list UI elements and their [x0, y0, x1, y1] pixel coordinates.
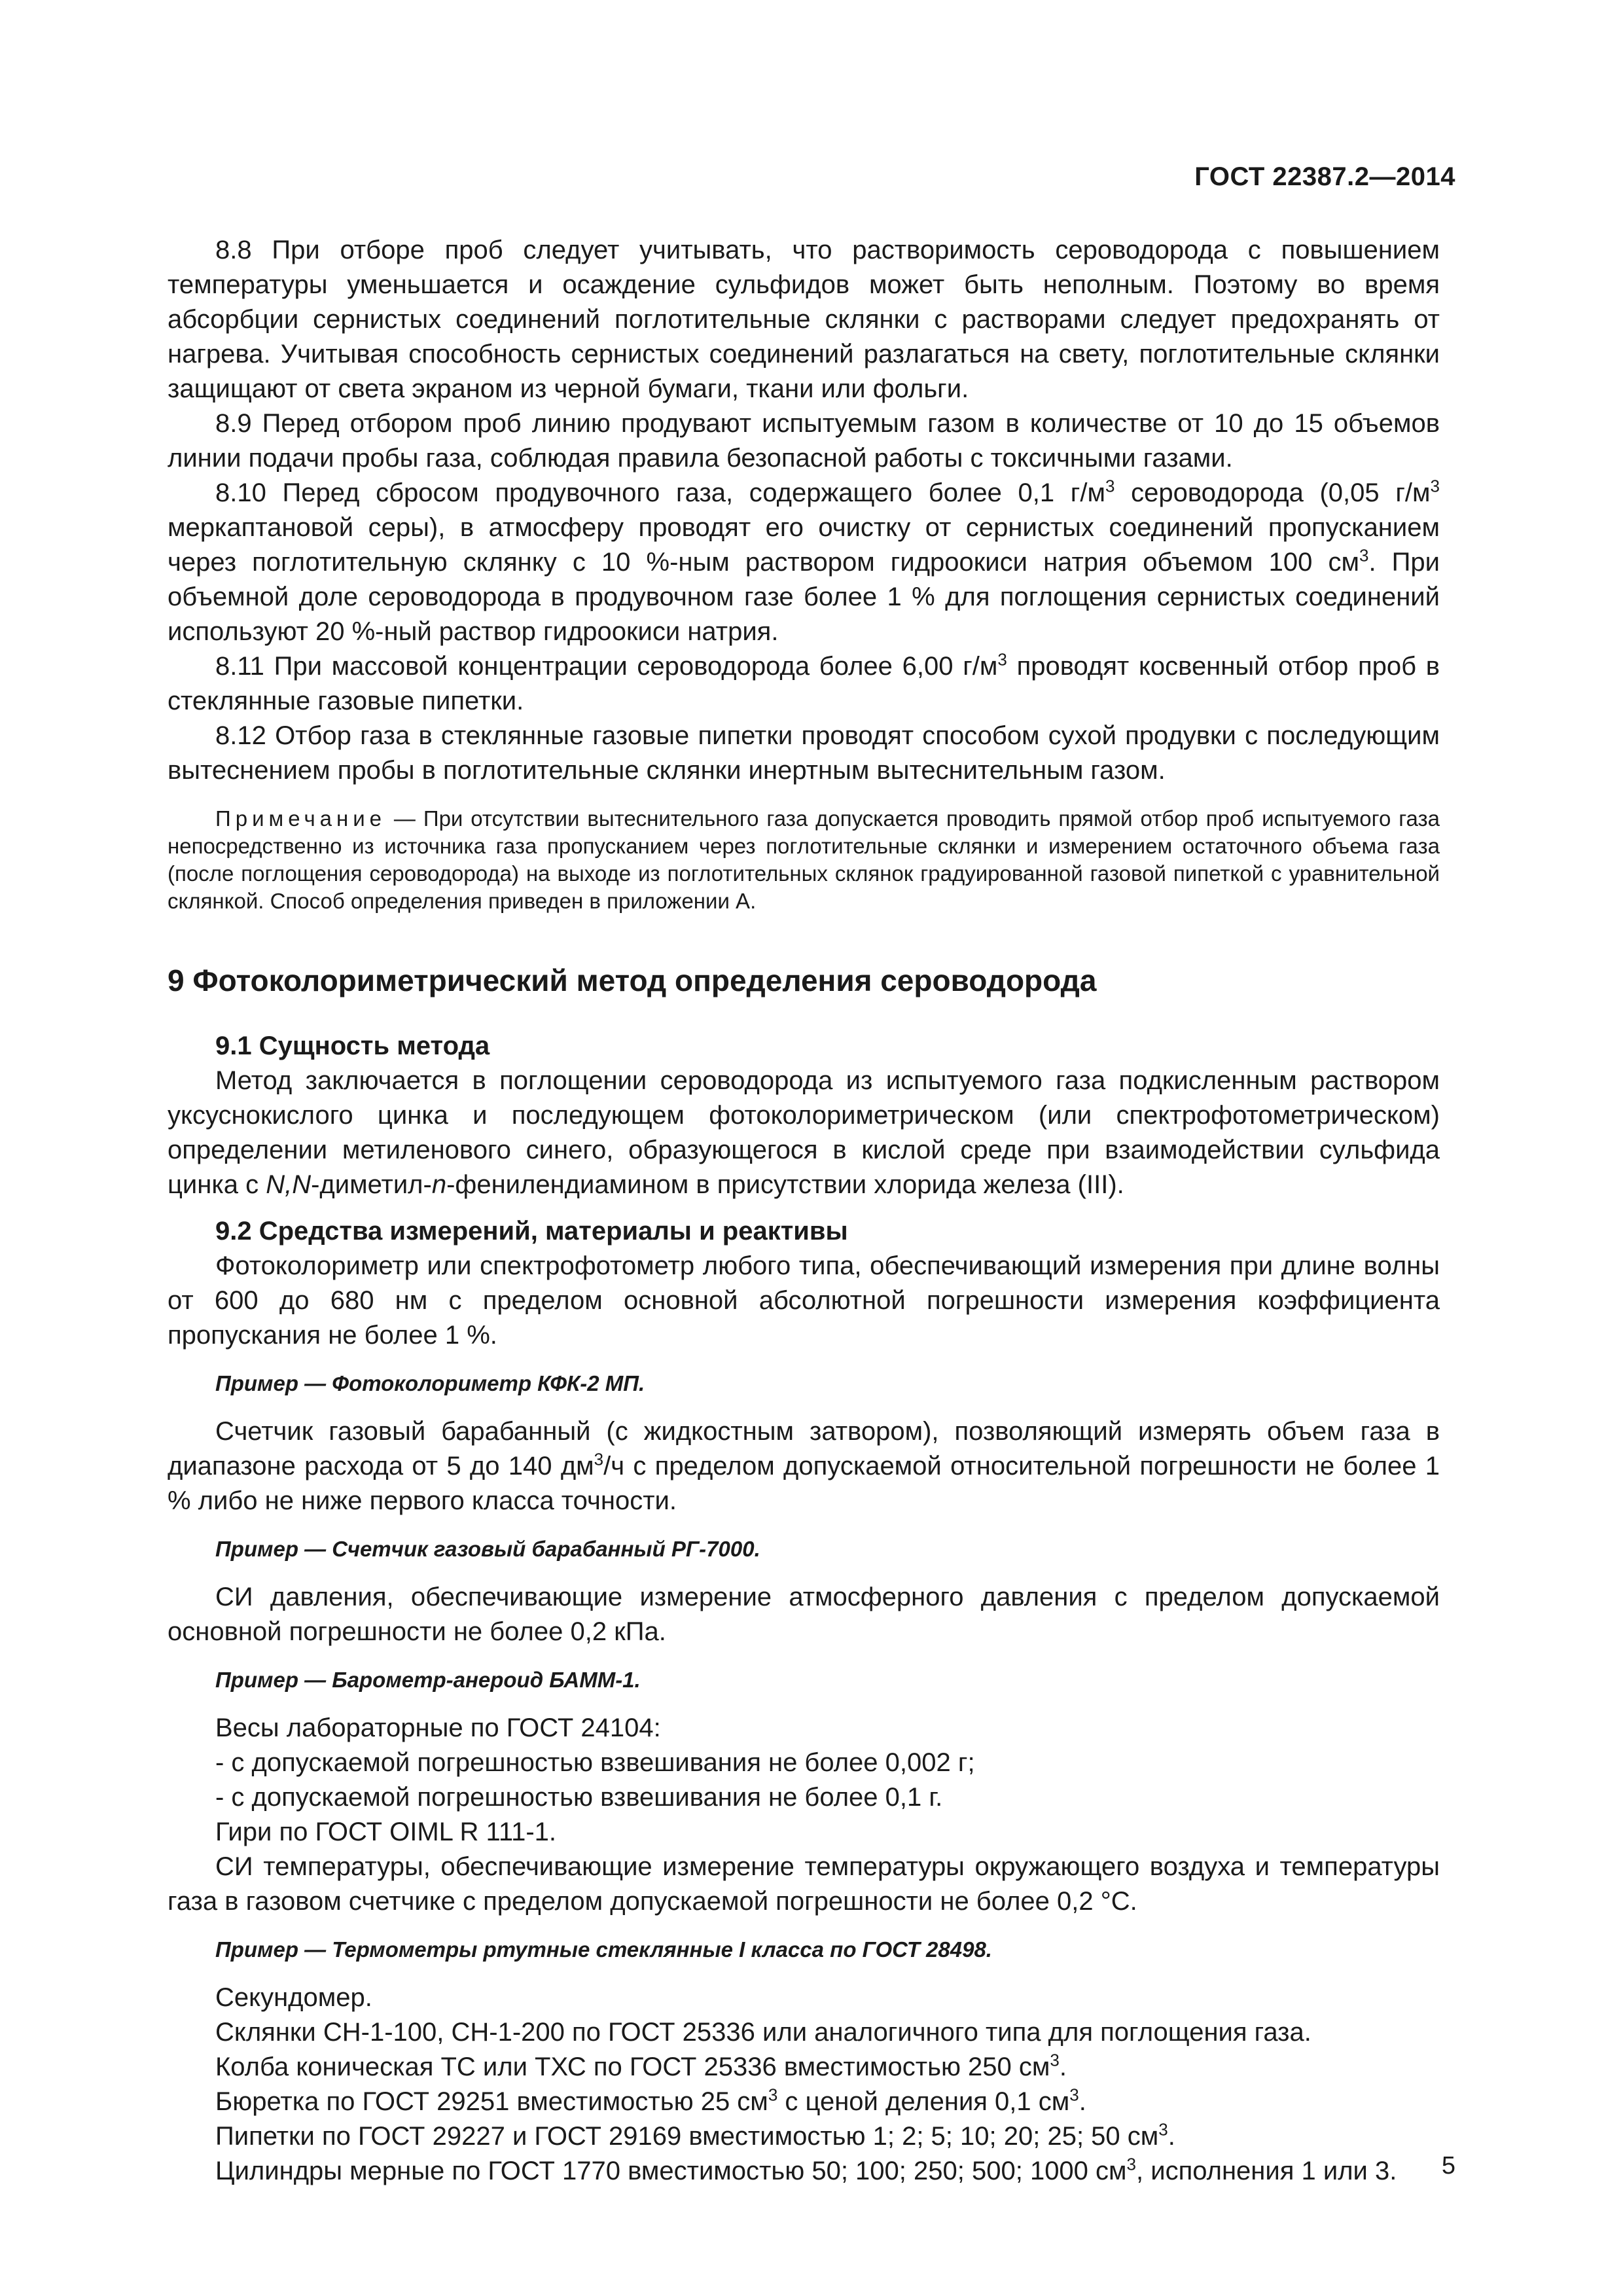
list-line: Секундомер. [215, 1983, 372, 2012]
clause-8-8: 8.8 При отборе проб следует учитывать, что растворимость сероводорода с повышением температуры уменьшается и осаждение сульфидов может быть неполным. Поэтому во время абсорбции сернистых соединений поглотительные склянки с растворами следует предохранять от нагрева. Учитывая способность сернистых соединений разлагаться на свету, поглотительные склянки защищают от света экраном из черной бумаги, ткани или фольги. [168, 236, 1440, 403]
subsection-9-1-text: Метод заключается в поглощении сероводорода из испытуемого газа подкисленным раствором уксуснокислого цинка и последующем фотоколориметрическом (или спектрофотометрическом) определении метиленового синего, образующегося в кислой среде при взаимодействии сульфида цинка с N,N-диметил-n-фенилендиамином в присутствии хлорида железа (III). [168, 1066, 1440, 1199]
example-2: Пример — Счетчик газовый барабанный РГ-7000. [215, 1537, 760, 1561]
list-line: - с допускаемой погрешностью взвешивания не более 0,1 г. [215, 1783, 943, 1812]
example-1: Пример — Фотоколориметр КФК-2 МП. [215, 1371, 645, 1395]
list-line: Весы лабораторные по ГОСТ 24104: [215, 1713, 661, 1742]
list-line: Цилиндры мерные по ГОСТ 1770 вместимостью 50; 100; 250; 500; 1000 $см^3$, исполнения 1 или 3. [215, 2154, 1397, 2185]
list-line: Пипетки по ГОСТ 29227 и ГОСТ 29169 вместимостью 1; 2; 5; 10; 20; 25; 50 $см^3$. [215, 2119, 1175, 2151]
subsection-9-2-heading: 9.2 Средства измерений, материалы и реактивы [215, 1217, 848, 1246]
standard-code: ГОСТ 22387.2—2014 [1194, 162, 1455, 191]
pressure-text: СИ давления, обеспечивающие измерение атмосферного давления с пределом допускаемой основной погрешности не более 0,2 кПа. [168, 1583, 1440, 1646]
section-9-heading: 9 Фотоколориметрический метод определения сероводорода [168, 963, 1097, 997]
list-line: Колба коническая ТС или ТХС по ГОСТ 25336 вместимостью 250 $см^3$. [215, 2050, 1067, 2081]
page-content [168, 233, 1440, 2189]
list-line: Бюретка по ГОСТ 29251 вместимостью 25 $см^3$ с ценой деления 0,1 $см^3$. [215, 2085, 1086, 2116]
clause-8-11: 8.11 При массовой концентрации сероводорода более 6,00 $г/м^3$ проводят косвенный отбор проб в стеклянные газовые пипетки. [168, 649, 1440, 715]
list-line: Гири по ГОСТ OIML R 111-1. [215, 1818, 557, 1846]
temperature-text: СИ температуры, обеспечивающие измерение температуры окружающего воздуха и температуры газа в газовом счетчике с пределом допускаемой погрешности не более 0,2 °С. [168, 1852, 1440, 1916]
list-line: Склянки СН-1-100, СН-1-200 по ГОСТ 25336 или аналогичного типа для поглощения газа. [215, 2018, 1311, 2047]
example-4: Пример — Термометры ртутные стеклянные I класса по ГОСТ 28498. [215, 1937, 992, 1962]
clause-8-12: 8.12 Отбор газа в стеклянные газовые пипетки проводят способом сухой продувки с последующим вытеснением пробы в поглотительные склянки инертным вытеснительным газом. [168, 721, 1440, 785]
gas-meter-text: Счетчик газовый барабанный (с жидкостным затвором), позволяющий измерять объем газа в диапазоне расхода от 5 до 140 $дм^3/ч$ с пределом допускаемой относительной погрешности не более 1 % либо не ниже первого класса точности. [168, 1417, 1440, 1515]
note-text: — При отсутствии вытеснительного газа допускается проводить прямой отбор проб испытуемого газа непосредственно из источника газа пропусканием через поглотительные склянки и измерением остаточного объема газа (после поглощения сероводорода) на выходе из поглотительных склянок градуированной газовой пипеткой с уравнительной склянкой. Способ определения приведен в приложении А. [168, 806, 1440, 913]
clause-8-9: 8.9 Перед отбором проб линию продувают испытуемым газом в количестве от 10 до 15 объемов линии подачи пробы газа, соблюдая правила безопасной работы с токсичными газами. [168, 409, 1440, 473]
note-label: Примечание [215, 806, 387, 831]
example-3: Пример — Барометр-анероид БАММ-1. [215, 1668, 641, 1692]
clause-8-10: 8.10 Перед сбросом продувочного газа, содержащего более 0,1 $г/м^3$ сероводорода (0,05 $г/м^3$ меркаптановой серы), в атмосферу проводят его очистку от сернистых соединений пропусканием через поглотительную склянку с 10 %-ным раствором гидроокиси натрия объемом 100 $см^3$. При объемной доле сероводорода в продувочном газе более 1 % для поглощения сернистых соединений используют 20 %-ный раствор гидроокиси натрия. [168, 476, 1440, 646]
subsection-9-1-heading: 9.1 Сущность метода [215, 1031, 490, 1060]
photocolorimeter-text: Фотоколориметр или спектрофотометр любого типа, обеспечивающий измерения при длине волны от 600 до 680 нм с пределом основной абсолютной погрешности измерения коэффициента пропускания не более 1 %. [168, 1251, 1440, 1350]
note [168, 805, 1440, 915]
list-line: - с допускаемой погрешностью взвешивания не более 0,002 г; [215, 1748, 975, 1777]
page-number: 5 [1441, 2152, 1455, 2179]
